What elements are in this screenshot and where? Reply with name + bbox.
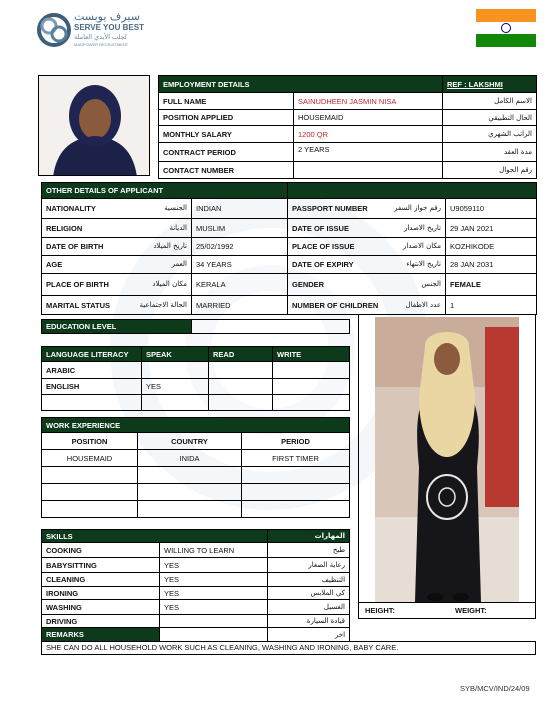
education-level-label: EDUCATION LEVEL [42, 320, 192, 334]
language-write [273, 395, 350, 411]
other-detail-right-label [288, 199, 446, 219]
skill-label: IRONING [42, 587, 160, 600]
other-detail-right-label [288, 238, 446, 256]
company-logo [36, 10, 146, 50]
work-experience-header: WORK EXPERIENCE [42, 418, 350, 433]
skill-value: YES [160, 600, 268, 615]
applicant-full-photo-frame [358, 314, 536, 619]
full-name-label: FULL NAME [159, 93, 294, 110]
document-code: SYB/MCV/IND/24/09 [460, 684, 530, 693]
other-detail-left-label [42, 219, 192, 238]
language-read [209, 379, 273, 395]
period-column-header: PERIOD [242, 433, 350, 450]
other-detail-left-value: 25/02/1992 [192, 238, 288, 256]
remarks-text: SHE CAN DO ALL HOUSEHOLD WORK SUCH AS CLEANING, WASHING AND IRONING, BABY CARE. [41, 641, 536, 655]
label-ar: الديانة [169, 223, 187, 232]
measurements-row [359, 602, 535, 618]
label-en: NATIONALITY [46, 204, 96, 213]
work-country [138, 484, 242, 501]
work-period [242, 501, 350, 518]
logo-arabic-name: سيرف يوبست [74, 10, 140, 23]
other-detail-left-value: INDIAN [192, 199, 288, 219]
label-ar: تاريخ الميلاد [153, 242, 187, 250]
logo-arabic-tagline: لجلب الأيدي العاملة [74, 33, 127, 41]
label-ar: الجنس [421, 280, 441, 288]
label-en: DATE OF ISSUE [292, 223, 349, 233]
country-column-header: COUNTRY [138, 433, 242, 450]
contact-number-label-ar: رقم الجوال [443, 162, 537, 179]
skills-header-ar: المهارات [268, 530, 350, 543]
employment-header: EMPLOYMENT DETAILS [159, 76, 443, 93]
work-period [242, 484, 350, 501]
label-en: GENDER [292, 280, 325, 289]
contract-period-label: CONTRACT PERIOD [159, 143, 294, 162]
contract-period-value: 2 YEARS [294, 143, 443, 162]
skill-value: WILLING TO LEARN [160, 543, 268, 558]
other-detail-right-value: KOZHIKODE [446, 238, 537, 256]
other-detail-right-value: 29 JAN 2021 [446, 219, 537, 238]
skill-label-ar: التنظيف [268, 573, 350, 587]
skill-label-ar: رعاية الصغار [268, 558, 350, 573]
label-en: PASSPORT NUMBER [292, 204, 368, 213]
label-en: MARITAL STATUS [46, 300, 111, 310]
logo-english-tagline: MANPOWER RECRUITMENT [74, 42, 129, 47]
ashoka-chakra-icon [501, 23, 511, 33]
label-en: DATE OF BIRTH [46, 242, 104, 251]
weight-label: WEIGHT: [455, 606, 487, 615]
work-position [42, 501, 138, 518]
other-detail-left-label [42, 274, 192, 296]
other-detail-left-label [42, 199, 192, 219]
flag-white-band [476, 22, 536, 34]
contact-number-label: CONTACT NUMBER [159, 162, 294, 179]
remarks-empty-cell [160, 628, 268, 642]
education-table [41, 319, 350, 334]
other-detail-left-value: MARRIED [192, 296, 288, 315]
label-ar: مكان الميلاد [152, 280, 187, 288]
education-level-value [192, 320, 350, 334]
label-ar: العمر [171, 260, 187, 268]
skill-label-ar: قيادة السيارة [268, 615, 350, 628]
employment-details-table [158, 75, 537, 179]
skill-label-ar: طبخ [268, 543, 350, 558]
language-speak: YES [142, 379, 209, 395]
label-ar: تاريخ الاصدار [403, 223, 441, 232]
ref-label: REF : LAKSHMI [443, 76, 537, 93]
other-detail-left-label [42, 256, 192, 274]
label-en: PLACE OF ISSUE [292, 242, 355, 251]
label-ar: عدد الاطفال [405, 300, 441, 309]
other-details-table [41, 182, 537, 315]
other-label-ar: اخر [268, 628, 350, 642]
label-en: RELIGION [46, 223, 83, 233]
write-header: WRITE [273, 347, 350, 362]
skill-value: YES [160, 587, 268, 600]
skill-value [160, 615, 268, 628]
height-label: HEIGHT: [365, 606, 395, 615]
india-flag [476, 9, 536, 47]
label-ar: رقم جواز السفر [394, 204, 441, 212]
position-applied-label: POSITION APPLIED [159, 110, 294, 126]
applicant-full-photo [375, 317, 519, 602]
other-detail-right-label [288, 219, 446, 238]
skill-label: COOKING [42, 543, 160, 558]
flag-green-band [476, 34, 536, 47]
language-write [273, 379, 350, 395]
label-ar: تاريخ الانتهاء [406, 260, 441, 268]
other-detail-left-value: KERALA [192, 274, 288, 296]
label-ar: الجنسية [164, 204, 187, 212]
work-period: FIRST TIMER [242, 450, 350, 467]
skill-label: CLEANING [42, 573, 160, 587]
label-ar: مكان الاصدار [403, 242, 441, 250]
speak-header: SPEAK [142, 347, 209, 362]
other-detail-right-label [288, 274, 446, 296]
applicant-portrait-photo [38, 75, 150, 176]
language-name: ARABIC [42, 362, 142, 379]
other-details-header: OTHER DETAILS OF APPLICANT [42, 183, 288, 199]
language-write [273, 362, 350, 379]
monthly-salary-label-ar: الراتب الشهري [443, 126, 537, 143]
other-detail-left-label [42, 238, 192, 256]
position-applied-label-ar: الحال التطبيقي [443, 110, 537, 126]
label-en: NUMBER OF CHILDREN [292, 300, 379, 310]
work-position [42, 484, 138, 501]
other-detail-right-value: U9059110 [446, 199, 537, 219]
skill-label-ar: الغسيل [268, 600, 350, 615]
skill-value: YES [160, 558, 268, 573]
other-detail-right-value: 1 [446, 296, 537, 315]
full-name-label-ar: الاسم الكامل [443, 93, 537, 110]
skill-value: YES [160, 573, 268, 587]
language-read [209, 362, 273, 379]
position-column-header: POSITION [42, 433, 138, 450]
full-name-value: SAINUDHEEN JASMIN NISA [294, 93, 443, 110]
work-position [42, 467, 138, 484]
skill-label: DRIVING [42, 615, 160, 628]
skill-label: WASHING [42, 600, 160, 615]
logo-emblem-icon [36, 12, 72, 48]
read-header: READ [209, 347, 273, 362]
contract-period-label-ar: مدة العقد [443, 143, 537, 162]
label-ar: الحالة الاجتماعية [139, 300, 187, 309]
other-detail-left-value: 34 YEARS [192, 256, 288, 274]
flag-saffron-band [476, 9, 536, 22]
position-applied-value: HOUSEMAID [294, 110, 443, 126]
work-country [138, 467, 242, 484]
language-speak [142, 362, 209, 379]
monthly-salary-value: 1200 QR [294, 126, 443, 143]
label-en: PLACE OF BIRTH [46, 280, 109, 289]
other-detail-right-label [288, 256, 446, 274]
logo-english-name: SERVE YOU BEST [74, 23, 144, 32]
skills-table [41, 529, 350, 642]
other-detail-right-label [288, 296, 446, 315]
language-table [41, 346, 350, 411]
language-name: ENGLISH [42, 379, 142, 395]
other-detail-left-value: MUSLIM [192, 219, 288, 238]
language-read [209, 395, 273, 411]
work-experience-table [41, 417, 350, 518]
other-details-header-right [288, 183, 537, 199]
work-country [138, 501, 242, 518]
language-name [42, 395, 142, 411]
label-en: DATE OF EXPIRY [292, 260, 354, 269]
other-detail-right-value: 28 JAN 2031 [446, 256, 537, 274]
work-country: INIDA [138, 450, 242, 467]
skill-label-ar: كي الملابس [268, 587, 350, 600]
other-detail-left-label [42, 296, 192, 315]
skills-header: SKILLS [42, 530, 268, 543]
label-en: AGE [46, 260, 63, 269]
work-period [242, 467, 350, 484]
monthly-salary-label: MONTHLY SALARY [159, 126, 294, 143]
remarks-label: REMARKS [42, 628, 160, 642]
work-position: HOUSEMAID [42, 450, 138, 467]
language-speak [142, 395, 209, 411]
skill-label: BABYSITTING [42, 558, 160, 573]
language-literacy-header: LANGUAGE LITERACY [42, 347, 142, 362]
other-detail-right-value: FEMALE [446, 274, 537, 296]
contact-number-value [294, 162, 443, 179]
